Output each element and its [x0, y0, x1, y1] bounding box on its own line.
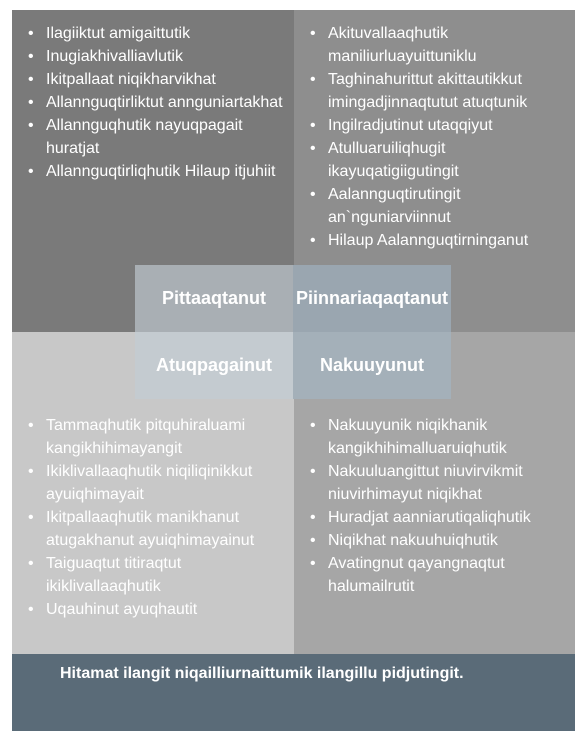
- list-top-right: [308, 22, 570, 252]
- list-item: • Allannguqhutik nayuqpagait huratjat: [26, 114, 288, 160]
- list-item: • Atulluaruiliqhugit ikayuqatigiigutingit: [308, 137, 570, 183]
- list-item: • Aalannguqtirutingit an`nguniarviinnut: [308, 183, 570, 229]
- list-item: • Ikiklivallaaqhutik niqiliqinikkut ayuiqhimayait: [26, 460, 288, 506]
- center-label-bottom-right: Nakuuyunut: [293, 332, 451, 399]
- list-item: • Hilaup Aalannguqtirninganut: [308, 229, 570, 252]
- list-item: • Ikitpallaat niqikharvikhat: [26, 68, 288, 91]
- list-item: • Taghinahurittut akittautikkut imingadjinnaqtutut atuqtunik: [308, 68, 570, 114]
- list-item: • Huradjat aanniarutiqaliqhutik: [308, 506, 570, 529]
- center-label-bottom-left: Atuqpagainut: [135, 332, 293, 399]
- list-item: • Avatingnut qayangnaqtut halumailrutit: [308, 552, 570, 598]
- diagram-frame: [12, 10, 575, 731]
- list-item: • Tammaqhutik pitquhiraluami kangikhihimayangit: [26, 414, 288, 460]
- list-item: • Allannguqtirliktut annguniartakhat: [26, 91, 288, 114]
- list-item: • Akituvallaaqhutik maniliurluayuittuniklu: [308, 22, 570, 68]
- list-item: • Nakuuluangittut niuvirvikmit niuvirhimayut niqikhat: [308, 460, 570, 506]
- center-label-top-right: Piinnariaqaqtanut: [293, 265, 451, 332]
- list-top-left: [26, 22, 288, 183]
- list-item: • Inugiakhivalliavlutik: [26, 45, 288, 68]
- list-item: • Allannguqtirliqhutik Hilaup itjuhiit: [26, 160, 288, 183]
- list-bottom-right: [308, 414, 570, 598]
- list-item: • Niqikhat nakuuhuiqhutik: [308, 529, 570, 552]
- list-item: • Taiguaqtut titiraqtut ikiklivallaaqhutik: [26, 552, 288, 598]
- list-item: • Nakuuyunik niqikhanik kangikhihimalluaruiqhutik: [308, 414, 570, 460]
- list-item: • Uqauhinut ayuqhautit: [26, 598, 288, 621]
- footer-text: Hitamat ilangit niqailliurnaittumik ilangillu pidjutingit.: [60, 665, 464, 682]
- footer-banner: [12, 654, 575, 731]
- list-item: • Ikitpallaaqhutik manikhanut atugakhanut ayuiqhimayainut: [26, 506, 288, 552]
- center-label-top-left: Pittaaqtanut: [135, 265, 293, 332]
- list-item: • Ingilradjutinut utaqqiyut: [308, 114, 570, 137]
- list-item: • Ilagiiktut amigaittutik: [26, 22, 288, 45]
- center-labels: [135, 265, 452, 400]
- list-bottom-left: [26, 414, 288, 621]
